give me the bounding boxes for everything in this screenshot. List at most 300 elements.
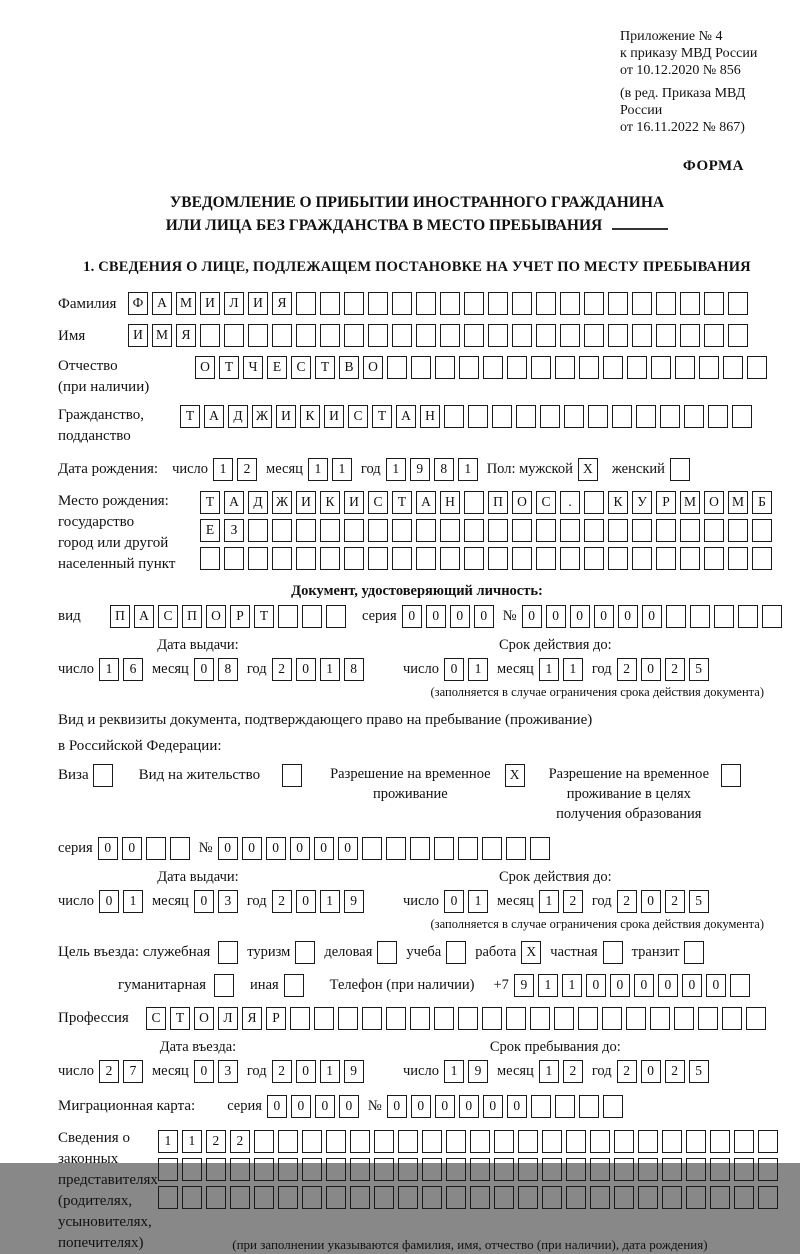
doc-valid-col xyxy=(398,637,713,682)
doc-kind-label: вид xyxy=(58,608,81,624)
char-cell xyxy=(377,941,397,964)
char-cell xyxy=(603,1095,623,1118)
char-cell: А xyxy=(134,605,154,628)
char-cell xyxy=(200,324,220,347)
char-cell: Ч xyxy=(243,356,263,379)
rvp-checkbox xyxy=(505,764,529,787)
char-cell: Р xyxy=(266,1007,286,1030)
char-cell xyxy=(710,1186,730,1209)
char-cell xyxy=(446,1186,466,1209)
char-cell: 6 xyxy=(123,658,143,681)
char-cell: 1 xyxy=(468,890,488,913)
char-cell xyxy=(638,1186,658,1209)
char-cell xyxy=(554,1007,574,1030)
char-cell: 2 xyxy=(665,1060,685,1083)
char-cell xyxy=(302,605,322,628)
appendix-edit-line: (в ред. Приказа МВД России xyxy=(620,86,746,118)
char-cell xyxy=(492,405,512,428)
char-cell xyxy=(344,547,364,570)
char-cell xyxy=(230,1158,250,1181)
entry-day xyxy=(99,1060,147,1083)
char-cell: Т xyxy=(372,405,392,428)
char-cell: 1 xyxy=(539,658,559,681)
char-cell xyxy=(542,1186,562,1209)
char-cell: О xyxy=(194,1007,214,1030)
char-cell xyxy=(674,1007,694,1030)
char-cell: 0 xyxy=(314,837,334,860)
char-cell xyxy=(488,519,508,542)
purpose-tourism-checkbox xyxy=(295,941,319,964)
char-cell xyxy=(734,1186,754,1209)
char-cell xyxy=(386,837,406,860)
char-cell xyxy=(458,1007,478,1030)
char-cell: 0 xyxy=(507,1095,527,1118)
char-cell xyxy=(536,324,556,347)
char-cell xyxy=(531,356,551,379)
name-label: Имя xyxy=(58,328,86,344)
char-cell xyxy=(638,1130,658,1153)
resid-number-cells xyxy=(218,837,554,860)
char-cell: 2 xyxy=(617,1060,637,1083)
representatives-row3 xyxy=(158,1186,782,1209)
char-cell xyxy=(632,547,652,570)
char-cell: Т xyxy=(170,1007,190,1030)
char-cell xyxy=(224,324,244,347)
char-cell xyxy=(296,547,316,570)
surname-label: Фамилия xyxy=(58,296,117,312)
char-cell: М xyxy=(728,491,748,514)
char-cell xyxy=(158,1186,178,1209)
char-cell: 1 xyxy=(538,974,558,997)
char-cell xyxy=(482,1007,502,1030)
char-cell: 1 xyxy=(320,1060,340,1083)
char-cell xyxy=(416,292,436,315)
visa-option xyxy=(58,764,117,787)
humanitarian-label: гуманитарная xyxy=(118,977,207,993)
char-cell: 1 xyxy=(320,658,340,681)
char-cell: 0 xyxy=(122,837,142,860)
char-cell xyxy=(752,519,772,542)
char-cell: 0 xyxy=(444,658,464,681)
char-cell xyxy=(516,405,536,428)
char-cell xyxy=(302,1158,322,1181)
char-cell: 3 xyxy=(218,890,238,913)
citizenship-row xyxy=(58,405,776,447)
doc-valid-title: Срок действия до: xyxy=(498,637,612,653)
char-cell xyxy=(608,292,628,315)
char-cell xyxy=(444,405,464,428)
char-cell: Д xyxy=(228,405,248,428)
char-cell xyxy=(272,547,292,570)
char-cell: 0 xyxy=(706,974,726,997)
forma-label: ФОРМА xyxy=(682,158,744,174)
char-cell: 2 xyxy=(563,1060,583,1083)
section1-heading: 1. СВЕДЕНИЯ О ЛИЦЕ, ПОДЛЕЖАЩЕМ ПОСТАНОВКЕ НА УЧЕТ ПО МЕСТУ ПРЕБЫВАНИЯ xyxy=(83,259,751,275)
char-cell xyxy=(464,519,484,542)
char-cell: 3 xyxy=(218,1060,238,1083)
entry-year xyxy=(272,1060,368,1083)
char-cell: 9 xyxy=(410,458,430,481)
birthdate-row xyxy=(58,457,776,482)
year-label: год xyxy=(360,461,381,477)
representatives-row1 xyxy=(158,1130,782,1153)
char-cell xyxy=(206,1186,226,1209)
char-cell xyxy=(218,941,238,964)
surname-cells xyxy=(128,292,752,315)
doc-issue-month xyxy=(194,658,242,681)
char-cell xyxy=(507,356,527,379)
char-cell xyxy=(560,292,580,315)
char-cell xyxy=(698,1007,718,1030)
char-cell xyxy=(320,519,340,542)
char-cell: С xyxy=(146,1007,166,1030)
char-cell xyxy=(464,491,484,514)
char-cell xyxy=(578,1007,598,1030)
char-cell xyxy=(555,356,575,379)
char-cell: 0 xyxy=(387,1095,407,1118)
char-cell xyxy=(182,1158,202,1181)
char-cell xyxy=(272,519,292,542)
char-cell xyxy=(738,605,758,628)
char-cell xyxy=(326,1130,346,1153)
char-cell xyxy=(464,547,484,570)
resid-series-row xyxy=(58,836,776,861)
char-cell xyxy=(651,356,671,379)
char-cell: 7 xyxy=(123,1060,143,1083)
char-cell xyxy=(555,1095,575,1118)
char-cell xyxy=(182,1186,202,1209)
char-cell xyxy=(662,1130,682,1153)
char-cell xyxy=(296,324,316,347)
char-cell xyxy=(632,292,652,315)
char-cell: 1 xyxy=(99,658,119,681)
char-cell xyxy=(536,292,556,315)
char-cell: Я xyxy=(242,1007,262,1030)
doc-valid-year xyxy=(617,658,713,681)
char-cell xyxy=(518,1130,538,1153)
char-cell xyxy=(566,1130,586,1153)
char-cell: З xyxy=(224,519,244,542)
char-cell xyxy=(440,519,460,542)
resid-valid-month xyxy=(539,890,587,913)
char-cell: 0 xyxy=(594,605,614,628)
resid-valid-note: (заполняется в случае ограничения срока действия документа) xyxy=(430,917,764,931)
char-cell: 0 xyxy=(194,890,214,913)
char-cell: А xyxy=(396,405,416,428)
resid-issue-fields: число 0 1 месяц 0 3 год 2 0 1 9 xyxy=(58,889,398,914)
patronymic-cells xyxy=(195,356,771,379)
char-cell xyxy=(656,547,676,570)
char-cell xyxy=(398,1130,418,1153)
char-cell xyxy=(614,1130,634,1153)
phone-prefix: +7 xyxy=(493,977,509,993)
char-cell: И xyxy=(296,491,316,514)
char-cell xyxy=(686,1186,706,1209)
char-cell: А xyxy=(152,292,172,315)
resid-valid-col xyxy=(398,869,713,914)
char-cell: 0 xyxy=(522,605,542,628)
char-cell xyxy=(584,519,604,542)
char-cell xyxy=(446,1158,466,1181)
rvp-edu-label: Разрешение на временное проживание в целях получения образования xyxy=(548,766,710,822)
char-cell xyxy=(704,324,724,347)
purpose-private-checkbox xyxy=(603,941,627,964)
citizenship-cells xyxy=(180,405,756,428)
char-cell xyxy=(446,941,466,964)
char-cell: Я xyxy=(272,292,292,315)
char-cell: М xyxy=(152,324,172,347)
char-cell: 0 xyxy=(296,658,316,681)
char-cell: П xyxy=(488,491,508,514)
char-cell: А xyxy=(224,491,244,514)
doc-issue-fields: число 1 6 месяц 0 8 год 2 0 1 8 xyxy=(58,657,398,682)
char-cell xyxy=(660,405,680,428)
char-cell: С xyxy=(348,405,368,428)
char-cell: Б xyxy=(752,491,772,514)
rvp-label: Разрешение на временное проживание xyxy=(330,766,491,802)
char-cell xyxy=(282,764,302,787)
char-cell xyxy=(758,1130,778,1153)
char-cell xyxy=(416,547,436,570)
char-cell xyxy=(254,1186,274,1209)
char-cell xyxy=(344,519,364,542)
other-label: иная xyxy=(250,977,279,993)
char-cell xyxy=(512,519,532,542)
doc-series-label: серия xyxy=(362,608,397,624)
doc-issue-year xyxy=(272,658,368,681)
char-cell xyxy=(398,1186,418,1209)
char-cell: 0 xyxy=(290,837,310,860)
char-cell: И xyxy=(324,405,344,428)
citizenship-label: Гражданство, подданство xyxy=(58,407,145,444)
char-cell: 0 xyxy=(474,605,494,628)
migr-number-label: № xyxy=(367,1098,382,1114)
char-cell xyxy=(278,1158,298,1181)
char-cell xyxy=(730,974,750,997)
char-cell: 0 xyxy=(98,837,118,860)
char-cell: И xyxy=(344,491,364,514)
char-cell: 5 xyxy=(689,658,709,681)
birth-year-cells xyxy=(386,458,482,481)
char-cell xyxy=(488,324,508,347)
char-cell: 8 xyxy=(344,658,364,681)
char-cell xyxy=(458,837,478,860)
char-cell: С xyxy=(158,605,178,628)
char-cell xyxy=(470,1186,490,1209)
char-cell: 0 xyxy=(194,658,214,681)
char-cell xyxy=(170,837,190,860)
char-cell: 0 xyxy=(641,1060,661,1083)
char-cell xyxy=(512,547,532,570)
char-cell: И xyxy=(248,292,268,315)
phone-label: Телефон (при наличии) xyxy=(329,977,475,993)
resid-doc-text1: Вид и реквизиты документа, подтверждающего право на пребывание (проживание) xyxy=(58,712,593,728)
day-label: число xyxy=(172,461,209,477)
char-cell: К xyxy=(300,405,320,428)
char-cell xyxy=(542,1158,562,1181)
char-cell: 0 xyxy=(296,890,316,913)
char-cell xyxy=(506,1007,526,1030)
char-cell xyxy=(326,605,346,628)
char-cell xyxy=(290,1007,310,1030)
char-cell xyxy=(434,837,454,860)
char-cell xyxy=(614,1186,634,1209)
char-cell xyxy=(488,292,508,315)
char-cell: 2 xyxy=(272,890,292,913)
char-cell xyxy=(338,1007,358,1030)
char-cell xyxy=(656,519,676,542)
char-cell xyxy=(410,837,430,860)
char-cell: 1 xyxy=(320,890,340,913)
char-cell xyxy=(758,1158,778,1181)
char-cell: 0 xyxy=(338,837,358,860)
char-cell xyxy=(411,356,431,379)
char-cell xyxy=(368,519,388,542)
char-cell: 0 xyxy=(610,974,630,997)
char-cell: 0 xyxy=(444,890,464,913)
profession-label: Профессия xyxy=(58,1010,129,1026)
char-cell: 1 xyxy=(182,1130,202,1153)
char-cell: X xyxy=(521,941,541,964)
char-cell: 2 xyxy=(272,658,292,681)
resid-series-label: серия xyxy=(58,840,93,856)
char-cell xyxy=(680,519,700,542)
char-cell xyxy=(278,1186,298,1209)
char-cell xyxy=(482,837,502,860)
resid-valid-fields: число 0 1 месяц 1 2 год 2 0 2 5 xyxy=(398,889,713,914)
char-cell xyxy=(344,324,364,347)
char-cell xyxy=(588,405,608,428)
char-cell xyxy=(387,356,407,379)
char-cell: 0 xyxy=(267,1095,287,1118)
char-cell: X xyxy=(578,458,598,481)
birthplace-cells xyxy=(200,491,776,570)
char-cell xyxy=(747,356,767,379)
char-cell xyxy=(590,1130,610,1153)
char-cell xyxy=(314,1007,334,1030)
char-cell: Р xyxy=(656,491,676,514)
identity-doc-heading: Документ, удостоверяющий личность: xyxy=(291,583,543,599)
char-cell xyxy=(93,764,113,787)
migr-series-cells xyxy=(267,1095,363,1118)
char-cell: Р xyxy=(230,605,250,628)
char-cell xyxy=(627,356,647,379)
char-cell xyxy=(704,519,724,542)
entry-dates-block xyxy=(58,1039,776,1084)
char-cell: 1 xyxy=(386,458,406,481)
char-cell: Т xyxy=(219,356,239,379)
private-label: частная xyxy=(550,944,598,960)
work-label: работа xyxy=(475,944,517,960)
char-cell xyxy=(470,1158,490,1181)
birthplace-row1 xyxy=(200,491,776,514)
char-cell xyxy=(362,837,382,860)
char-cell xyxy=(638,1158,658,1181)
char-cell xyxy=(435,356,455,379)
char-cell xyxy=(392,324,412,347)
entry-fields: число 2 7 месяц 0 3 год 2 0 1 9 xyxy=(58,1059,398,1084)
char-cell xyxy=(752,547,772,570)
char-cell: Ж xyxy=(272,491,292,514)
appendix-edit-line: от 16.11.2022 № 867) xyxy=(620,120,745,135)
resid-valid-day xyxy=(444,890,492,913)
migration-card-label: Миграционная карта: xyxy=(58,1098,196,1114)
purpose-transit-checkbox xyxy=(684,941,708,964)
doc-issue-day xyxy=(99,658,147,681)
char-cell: . xyxy=(560,491,580,514)
char-cell xyxy=(566,1186,586,1209)
char-cell xyxy=(560,324,580,347)
char-cell xyxy=(579,356,599,379)
char-cell xyxy=(248,519,268,542)
char-cell xyxy=(416,519,436,542)
char-cell xyxy=(636,405,656,428)
char-cell xyxy=(518,1158,538,1181)
char-cell: Е xyxy=(200,519,220,542)
char-cell xyxy=(734,1130,754,1153)
char-cell xyxy=(320,324,340,347)
char-cell: И xyxy=(276,405,296,428)
char-cell xyxy=(603,941,623,964)
doc-valid-day xyxy=(444,658,492,681)
resid-issue-month xyxy=(194,890,242,913)
char-cell xyxy=(464,324,484,347)
char-cell xyxy=(530,1007,550,1030)
stay-title: Срок пребывания до: xyxy=(489,1039,621,1055)
char-cell xyxy=(723,356,743,379)
visa-label: Виза xyxy=(58,767,89,783)
char-cell: 5 xyxy=(689,890,709,913)
char-cell xyxy=(680,547,700,570)
birthdate-label: Дата рождения: xyxy=(58,461,159,477)
stay-month xyxy=(539,1060,587,1083)
char-cell xyxy=(350,1158,370,1181)
char-cell xyxy=(614,1158,634,1181)
appendix-line: от 10.12.2020 № 856 xyxy=(620,63,741,78)
char-cell xyxy=(542,1130,562,1153)
char-cell xyxy=(302,1186,322,1209)
char-cell xyxy=(494,1186,514,1209)
char-cell xyxy=(684,941,704,964)
char-cell xyxy=(670,458,690,481)
char-cell: 2 xyxy=(563,890,583,913)
doc-valid-note: (заполняется в случае ограничения срока действия документа) xyxy=(430,685,764,699)
char-cell: П xyxy=(182,605,202,628)
char-cell: О xyxy=(704,491,724,514)
char-cell xyxy=(632,324,652,347)
migr-series-label: серия xyxy=(227,1098,262,1114)
char-cell: 1 xyxy=(123,890,143,913)
char-cell xyxy=(422,1158,442,1181)
char-cell xyxy=(296,519,316,542)
char-cell xyxy=(470,1130,490,1153)
char-cell: 0 xyxy=(242,837,262,860)
char-cell xyxy=(302,1130,322,1153)
char-cell: И xyxy=(200,292,220,315)
char-cell xyxy=(374,1158,394,1181)
char-cell: 2 xyxy=(665,658,685,681)
resid-valid-year xyxy=(617,890,713,913)
char-cell: 0 xyxy=(266,837,286,860)
vnj-checkbox xyxy=(282,764,306,787)
char-cell xyxy=(422,1130,442,1153)
char-cell: 9 xyxy=(344,1060,364,1083)
char-cell: С xyxy=(291,356,311,379)
char-cell xyxy=(650,1007,670,1030)
form-title-line2: ИЛИ ЛИЦА БЕЗ ГРАЖДАНСТВА В МЕСТО ПРЕБЫВАНИЯ xyxy=(58,214,776,237)
char-cell xyxy=(518,1186,538,1209)
char-cell xyxy=(320,547,340,570)
